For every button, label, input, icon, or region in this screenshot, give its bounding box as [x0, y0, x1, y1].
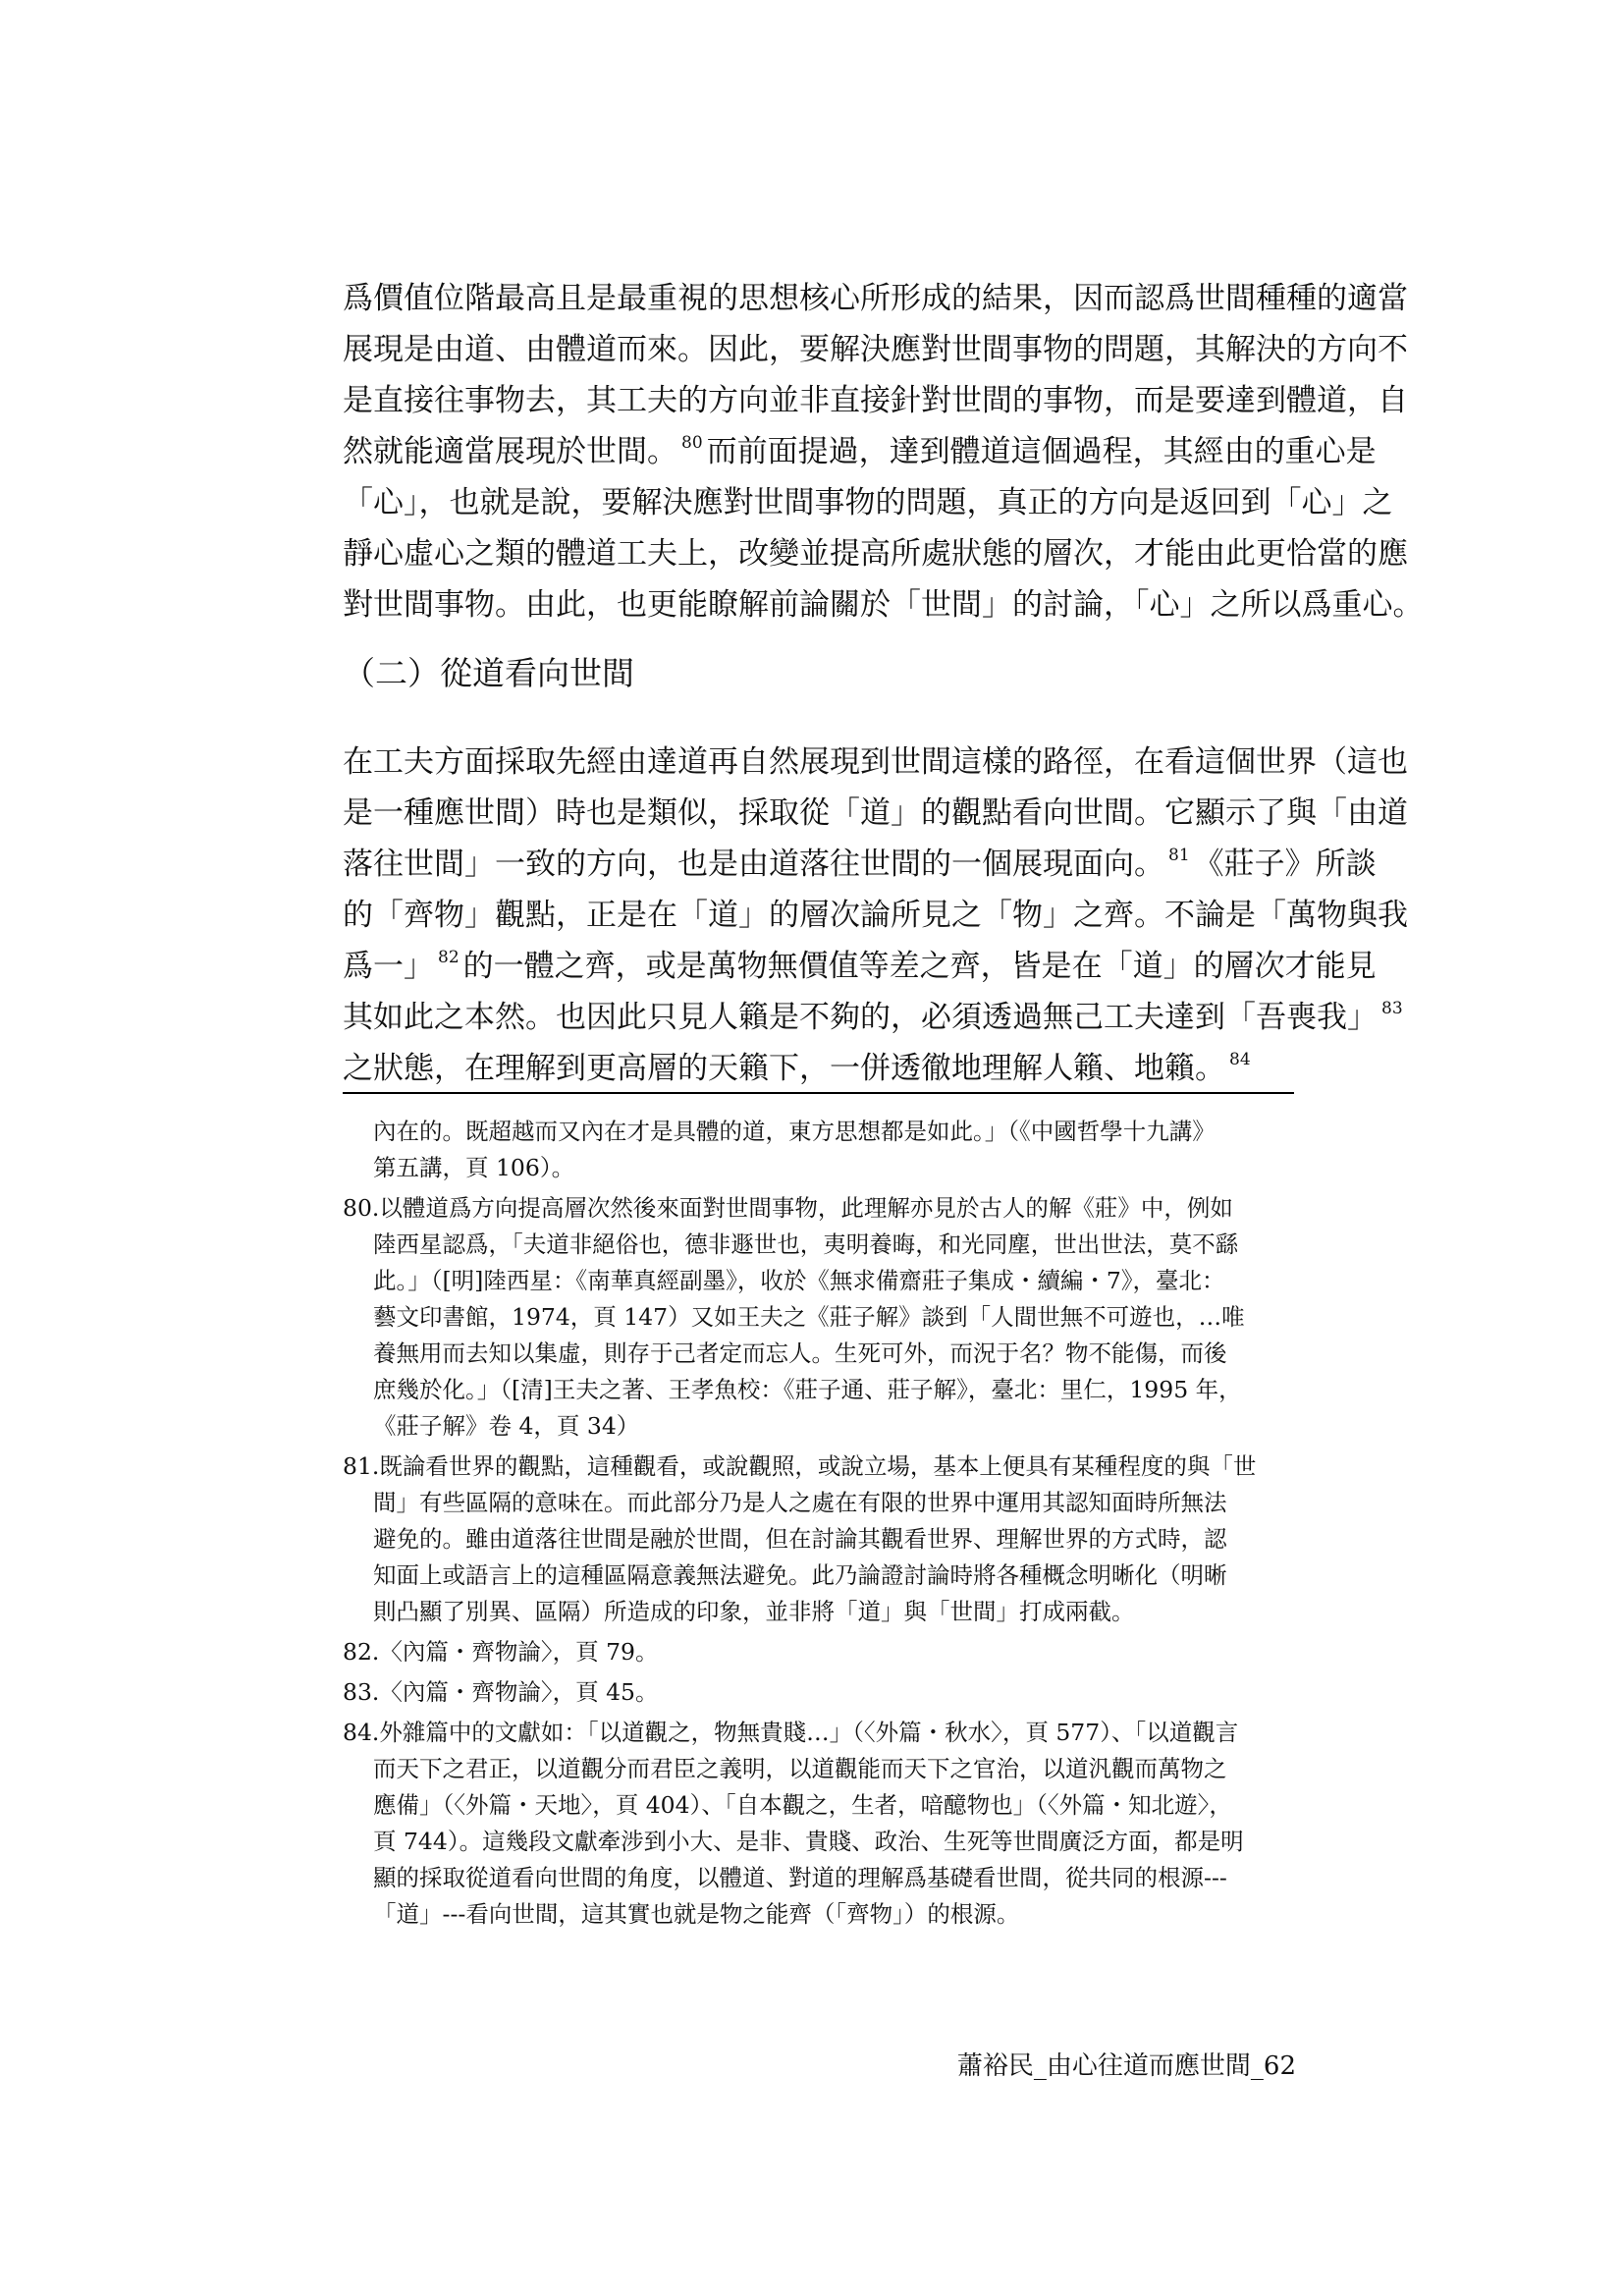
footnote-ref-82[interactable]: 82 [438, 948, 460, 967]
footnote-84 [343, 1715, 1297, 1933]
body-line: 是一種應世間）時也是類似，採取從「道」的觀點看向世間。它顯示了與「由道 [343, 795, 1408, 831]
footnote-line: 知面上或語言上的這種區隔意義無法避免。此乃論證討論時將各種概念明晰化（明晰 [373, 1561, 1227, 1589]
footnote-83 [343, 1674, 1297, 1711]
footnote-line: 此。」（[明]陸西星：《南華真經副墨》，收於《無求備齋莊子集成・續編・7》，臺北： [373, 1267, 1225, 1294]
body-text-segment: 爲一」 [343, 949, 434, 984]
footnote-line: 內在的。既超越而又內在才是具體的道，東方思想都是如此。」（《中國哲學十九講》 [373, 1118, 1216, 1145]
footnote-line: 應備」（〈外篇・天地〉，頁 404）、「自本觀之，生者，喑醷物也」（〈外篇・知北遊〉， [373, 1791, 1232, 1819]
footnote-line: 間」有些區隔的意味在。而此部分乃是人之處在有限的世界中運用其認知面時所無法 [373, 1489, 1227, 1516]
body-line: 展現是由道、由體道而來。因此，要解決應對世間事物的問題，其解決的方向不 [343, 332, 1408, 367]
body-text-segment: 的一體之齊，或是萬物無價值等差之齊，皆是在「道」的層次才能見 [462, 949, 1377, 984]
footnote-line: 83.〈內篇・齊物論〉，頁 45。 [343, 1678, 659, 1706]
footnote-ref-81[interactable]: 81 [1168, 846, 1190, 865]
body-paragraph-1 [343, 273, 1424, 630]
footnote-continued [343, 1114, 1297, 1186]
body-text-segment: 《莊子》所談 [1193, 847, 1377, 882]
body-text-segment: 而前面提過，達到體道這個過程，其經由的重心是 [706, 434, 1377, 469]
body-line [343, 992, 1403, 1043]
footnote-ref-80[interactable]: 80 [681, 433, 703, 453]
footnote-ref-83[interactable]: 83 [1381, 999, 1403, 1018]
section-heading: （二）從道看向世間 [343, 654, 634, 692]
body-paragraph-2 [343, 737, 1408, 1094]
footnote-line: 避免的。雖由道落往世間是融於世間，但在討論其觀看世界、理解世界的方式時，認 [373, 1525, 1227, 1553]
footnote-line: 養無用而去知以集虛，則存于己者定而忘人。生死可外，而況于名？物不能傷，而後 [373, 1339, 1227, 1367]
footnote-line: 則凸顯了別異、區隔）所造成的印象，並非將「道」與「世間」打成兩截。 [373, 1598, 1135, 1625]
body-line [343, 941, 1377, 992]
footnote-line: 陸西星認爲，「夫道非絕俗也，德非遯世也，夷明養晦，和光同塵，世出世法，莫不繇 [373, 1230, 1239, 1258]
body-line: 是直接往事物去，其工夫的方向並非直接針對世間的事物，而是要達到體道，自 [343, 383, 1408, 418]
footnote-line: 82.〈內篇・齊物論〉，頁 79。 [343, 1638, 659, 1666]
body-text-segment: 之狀態，在理解到更高層的天籟下，一併透徹地理解人籟、地籟。 [343, 1051, 1225, 1086]
footnotes [343, 1114, 1297, 1937]
body-line: 的「齊物」觀點，正是在「道」的層次論所見之「物」之齊。不論是「萬物與我 [343, 898, 1408, 933]
body-line: 在工夫方面採取先經由達道再自然展現到世間這樣的路徑，在看這個世界（這也 [343, 744, 1408, 780]
footnote-80 [343, 1190, 1297, 1445]
footnote-line: 「道」---看向世間，這其實也就是物之能齊（「齊物」）的根源。 [373, 1900, 1020, 1928]
body-line [343, 426, 1377, 477]
page-footer: 蕭裕民_由心往道而應世間_62 [956, 2051, 1296, 2081]
footnote-line: 顯的採取從道看向世間的角度，以體道、對道的理解爲基礎看世間，從共同的根源--- [373, 1864, 1227, 1891]
footnote-82 [343, 1634, 1297, 1670]
footnote-ref-84[interactable]: 84 [1229, 1050, 1251, 1069]
body-line [343, 1043, 1295, 1094]
body-line: 對世間事物。由此，也更能瞭解前論關於「世間」的討論，「心」之所以爲重心。 [343, 587, 1424, 623]
footnote-line: 藝文印書館，1974，頁 147）又如王夫之《莊子解》談到「人間世無不可遊也，…唯 [373, 1303, 1245, 1331]
body-line [343, 839, 1377, 890]
footnote-line: 81.既論看世界的觀點，這種觀看，或說觀照，或說立場，基本上便具有某種程度的與「世 [343, 1452, 1257, 1480]
body-text-segment: 其如此之本然。也因此只見人籟是不夠的，必須透過無己工夫達到「吾喪我」 [343, 1000, 1378, 1035]
footnote-separator [343, 1092, 1294, 1094]
footnote-line: 80.以體道爲方向提高層次然後來面對世間事物，此理解亦見於古人的解《莊》中，例如 [343, 1194, 1233, 1222]
footnote-line: 《莊子解》卷 4，頁 34） [373, 1412, 640, 1440]
footnote-81 [343, 1449, 1297, 1630]
body-text-segment: 然就能適當展現於世間。 [343, 434, 677, 469]
footnote-line: 頁 744）。這幾段文獻牽涉到小大、是非、貴賤、政治、生死等世間廣泛方面，都是明 [373, 1828, 1244, 1855]
body-line: 「心」，也就是說，要解決應對世間事物的問題，真正的方向是返回到「心」之 [343, 485, 1393, 520]
body-line: 爲價值位階最高且是最重視的思想核心所形成的結果，因而認爲世間種種的適當 [343, 281, 1408, 316]
footnote-line: 第五講，頁 106）。 [373, 1154, 575, 1181]
body-text-segment: 落往世間」一致的方向，也是由道落往世間的一個展現面向。 [343, 847, 1164, 882]
footnote-line: 而天下之君正，以道觀分而君臣之義明，以道觀能而天下之官治，以道汎觀而萬物之 [373, 1755, 1227, 1782]
footnote-line: 庶幾於化。」（[清]王夫之著、王孝魚校：《莊子通、莊子解》，臺北：里仁，1995 年， [373, 1376, 1242, 1403]
body-line: 靜心虛心之類的體道工夫上，改變並提高所處狀態的層次，才能由此更恰當的應 [343, 536, 1408, 572]
footnote-line: 84.外雜篇中的文獻如：「以道觀之，物無貴賤…」（〈外篇・秋水〉，頁 577）、「以道觀言 [343, 1719, 1239, 1746]
